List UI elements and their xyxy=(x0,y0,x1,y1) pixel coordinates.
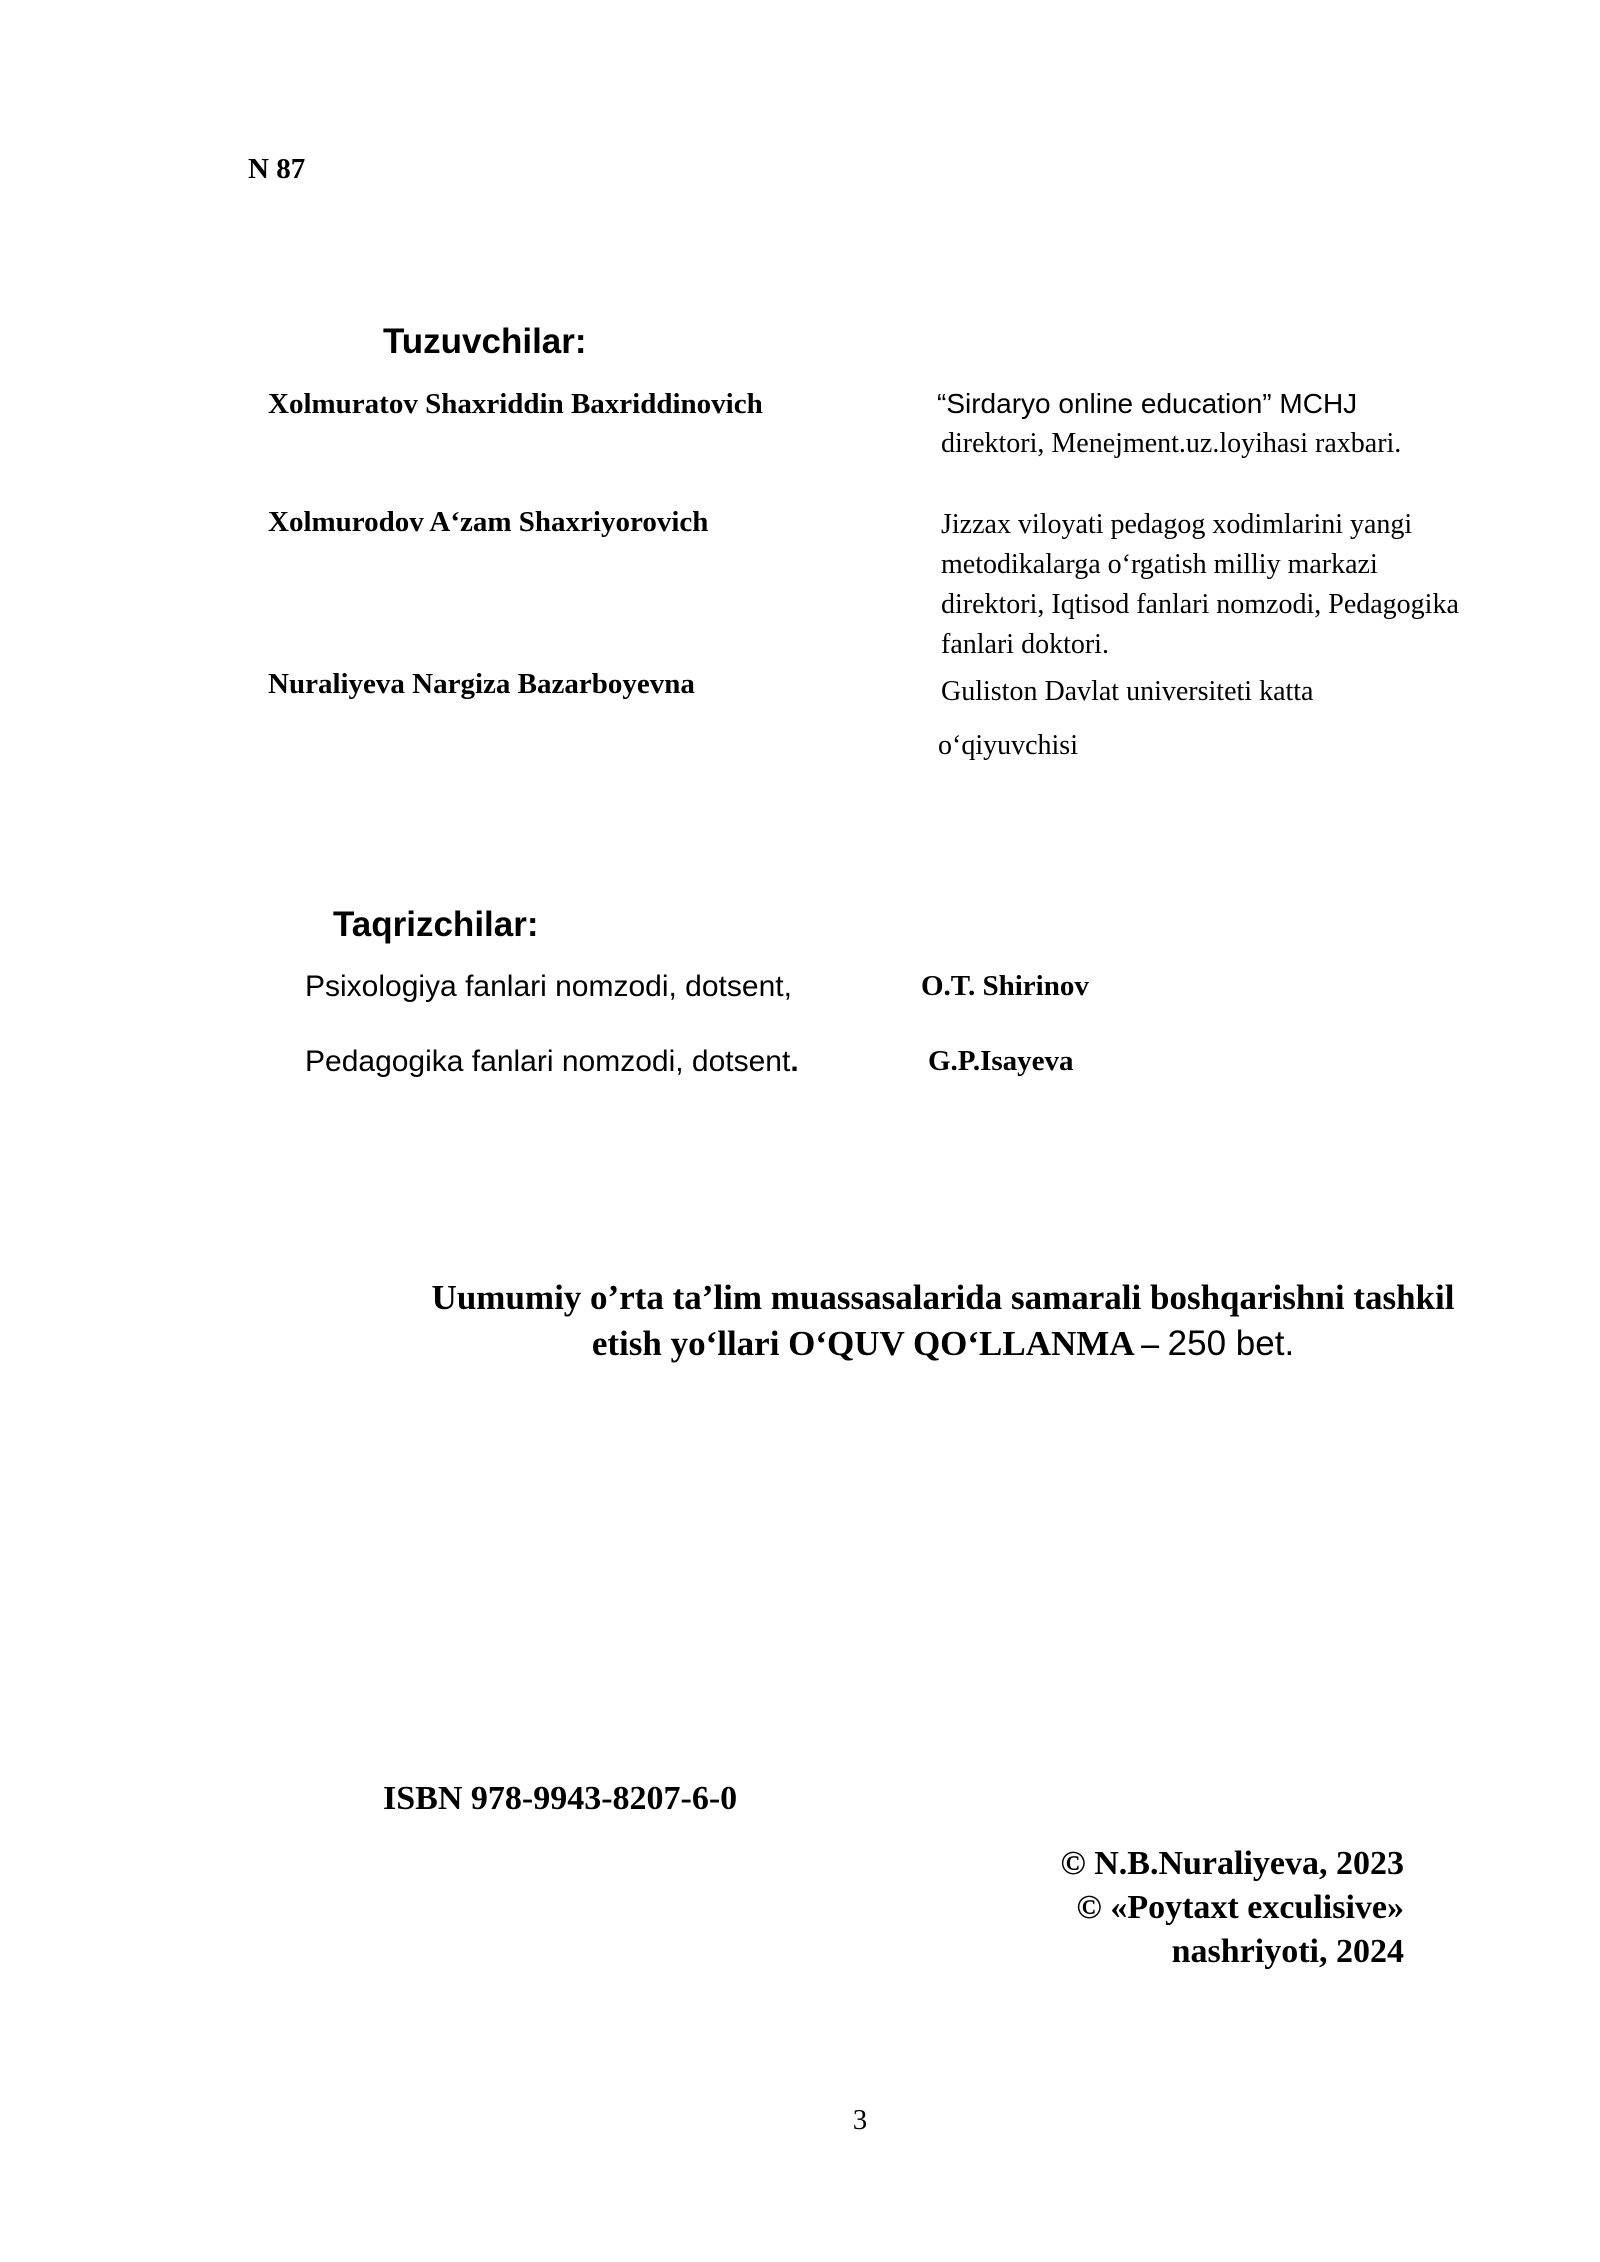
author-name: Xolmuratov Shaxriddin Baxriddinovich xyxy=(268,388,763,420)
copyright-line: © N.B.Nuraliyeva, 2023 xyxy=(1060,1845,1404,1882)
book-title-line: etish yo‘llari O‘QUV QO‘LLANMA – xyxy=(591,1324,1159,1363)
reviewer-name: G.P.Isayeva xyxy=(928,1045,1074,1077)
reviewers-heading: Taqrizchilar: xyxy=(333,905,539,944)
authors-heading: Tuzuvchilar: xyxy=(383,322,587,361)
author-description-line: fanlari doktori. xyxy=(941,629,1109,660)
author-description-line: Jizzax viloyati pedagog xodimlarini yangi xyxy=(941,509,1413,540)
book-page-count: 250 bet. xyxy=(1167,1324,1295,1363)
isbn: ISBN 978-9943-8207-6-0 xyxy=(383,1780,738,1817)
page-number: 3 xyxy=(852,2104,868,2136)
author-description-line: “Sirdaryo online education” MCHJ xyxy=(937,388,1358,419)
copyright-block xyxy=(1060,1842,1404,1974)
book-title-line: Uumumiy o’rta ta’lim muassasalarida samarali boshqarishni tashkil xyxy=(431,1278,1455,1317)
book-title xyxy=(388,1275,1498,1367)
reviewer-title: Psixologiya fanlari nomzodi, dotsent, xyxy=(305,970,792,1003)
author-description-line: Guliston Davlat universiteti katta xyxy=(941,676,1314,707)
author-description-line: o‘qiyuvchisi xyxy=(938,730,1078,761)
copyright-line: © «Poytaxt exculisive» xyxy=(1076,1889,1404,1926)
author-name: Xolmurodov A‘zam Shaxriyorovich xyxy=(268,506,709,538)
reviewer-title xyxy=(305,1045,799,1079)
author-description-line: direktori, Menejment.uz.loyihasi raxbari. xyxy=(941,428,1402,459)
reviewer-name: O.T. Shirinov xyxy=(921,970,1089,1002)
author-description xyxy=(937,384,1401,464)
copyright-line: nashriyoti, 2024 xyxy=(1171,1933,1404,1970)
reviewer-title-text: Pedagogika fanlari nomzodi, dotsent xyxy=(305,1045,791,1078)
author-description xyxy=(938,665,1314,773)
document-code: N 87 xyxy=(248,153,306,185)
reviewer-title-suffix: . xyxy=(790,1045,799,1078)
author-description xyxy=(941,505,1459,665)
author-description-line: metodikalarga o‘rgatish milliy markazi xyxy=(941,549,1378,580)
author-description-line: direktori, Iqtisod fanlari nomzodi, Pedagogika xyxy=(941,589,1459,620)
author-name: Nuraliyeva Nargiza Bazarboyevna xyxy=(268,668,695,700)
